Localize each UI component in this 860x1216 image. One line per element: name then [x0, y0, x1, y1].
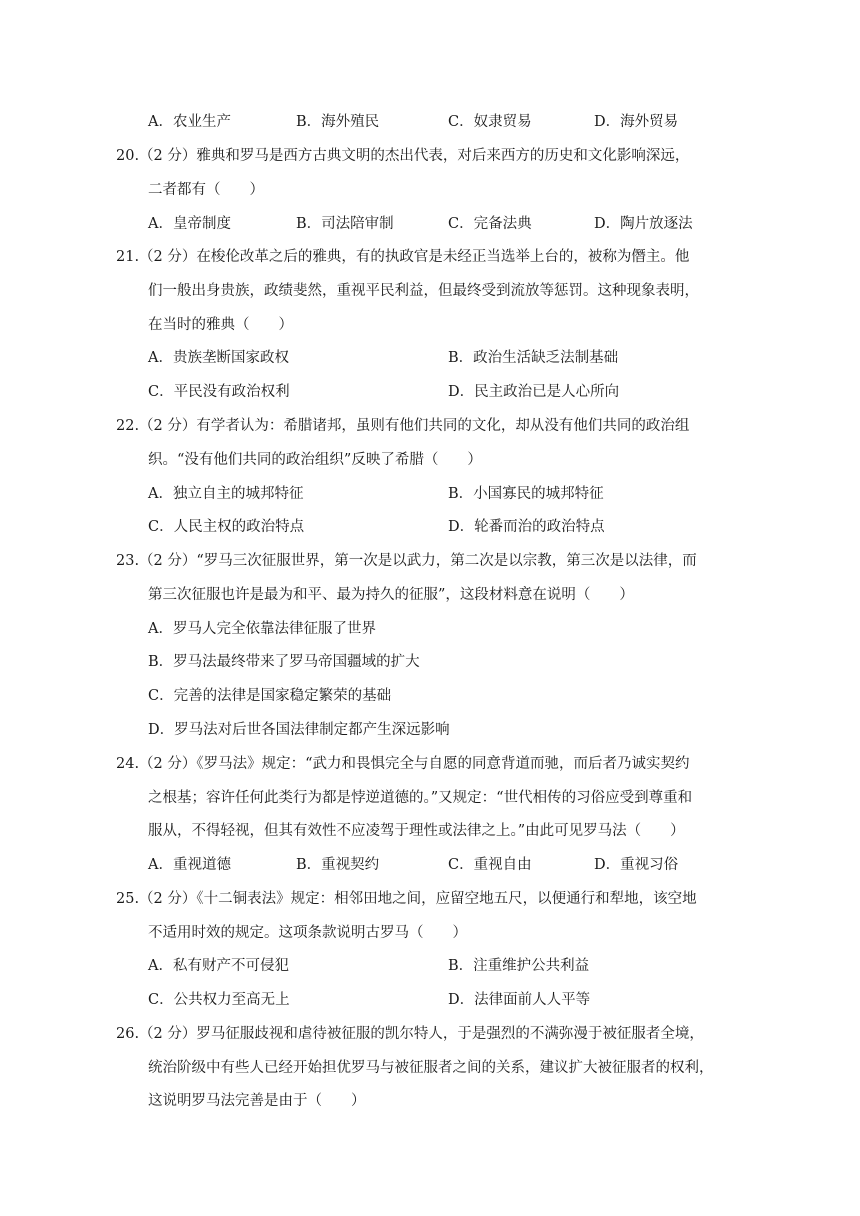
question-stem-line: 在当时的雅典（ ）	[148, 317, 293, 333]
question-stem-line: 21.（2 分）在梭伦改革之后的雅典，有的执政官是未经正当选举上台的，被称为僭主。他	[116, 249, 690, 265]
option-a: A．农业生产	[148, 114, 231, 130]
option-d: D．民主政治已是人心所向	[448, 384, 620, 400]
option-b: B．司法陪审制	[296, 216, 394, 232]
question-stem-line: 22.（2 分）有学者认为：希腊诸邦，虽则有他们共同的文化，却从没有他们共同的政治组	[116, 418, 690, 434]
question-stem-line: 20.（2 分）雅典和罗马是西方古典文明的杰出代表，对后来西方的历史和文化影响深远，	[116, 148, 690, 164]
option-c: C．平民没有政治权利	[148, 384, 290, 400]
option-b: B．海外殖民	[296, 114, 380, 130]
option-c: C．完善的法律是国家稳定繁荣的基础	[148, 688, 392, 704]
option-b: B．重视契约	[296, 857, 380, 873]
option-a: A．重视道德	[148, 857, 231, 873]
question-stem-line: 统治阶级中有些人已经开始担优罗马与被征服者之间的关系，建议扩大被征服者的权利，	[148, 1060, 714, 1076]
question-stem-line: 之根基；容许任何此类行为都是悖逆道德的。”又规定：“世代相传的习俗应受到尊重和	[148, 790, 693, 806]
question-stem-line: 26.（2 分）罗马征服歧视和虐待被征服的凯尔特人，于是强烈的不满弥漫于被征服者全境，	[116, 1026, 704, 1042]
option-a: A．罗马人完全依靠法律征服了世界	[148, 621, 376, 637]
option-b: B．注重维护公共利益	[448, 958, 590, 974]
question-stem-line: 第三次征服也许是最为和平、最为持久的征服”，这段材料意在说明（ ）	[148, 587, 634, 603]
option-a: A．贵族垄断国家政权	[148, 350, 289, 366]
question-stem-line: 25.（2 分）《十二铜表法》规定：相邻田地之间，应留空地五尺，以便通行和犁地，该空地	[116, 891, 697, 907]
option-d: D．法律面前人人平等	[448, 992, 591, 1008]
question-stem-line: 们一般出身贵族，政绩斐然，重视平民利益，但最终受到流放等惩罚。这种现象表明，	[148, 283, 699, 299]
question-stem-line: 二者都有（ ）	[148, 182, 264, 198]
question-stem-line: 23.（2 分）“罗马三次征服世界，第一次是以武力，第二次是以宗教，第三次是以法律，而	[116, 553, 697, 569]
option-c: C．完备法典	[448, 216, 532, 232]
option-b: B．罗马法最终带来了罗马帝国疆域的扩大	[148, 654, 420, 670]
option-a: A．独立自主的城邦特征	[148, 486, 304, 502]
option-b: B．政治生活缺乏法制基础	[448, 350, 619, 366]
option-d: D．重视习俗	[594, 857, 679, 873]
option-a: A．私有财产不可侵犯	[148, 958, 289, 974]
option-b: B．小国寡民的城邦特征	[448, 486, 604, 502]
question-stem-line: 服从，不得轻视，但其有效性不应凌驾于理性或法律之上。”由此可见罗马法（ ）	[148, 823, 685, 839]
option-c: C．奴隶贸易	[448, 114, 532, 130]
question-stem-line: 不适用时效的规定。这项条款说明古罗马（ ）	[148, 925, 467, 941]
option-c: C．重视自由	[448, 857, 532, 873]
option-d: D．海外贸易	[594, 114, 679, 130]
option-d: D．罗马法对后世各国法律制定都产生深远影响	[148, 722, 450, 738]
question-stem-line: 织。“没有他们共同的政治组织”反映了希腊（ ）	[148, 452, 482, 468]
option-d: D．轮番而治的政治特点	[448, 519, 605, 535]
option-c: C．人民主权的政治特点	[148, 519, 305, 535]
option-d: D．陶片放逐法	[594, 216, 693, 232]
option-c: C．公共权力至高无上	[148, 992, 290, 1008]
question-stem-line: 这说明罗马法完善是由于（ ）	[148, 1093, 366, 1109]
option-a: A．皇帝制度	[148, 216, 231, 232]
question-stem-line: 24.（2 分）《罗马法》规定：“武力和畏惧完全与自愿的同意背道而驰，而后者乃诚实契约	[116, 756, 690, 772]
